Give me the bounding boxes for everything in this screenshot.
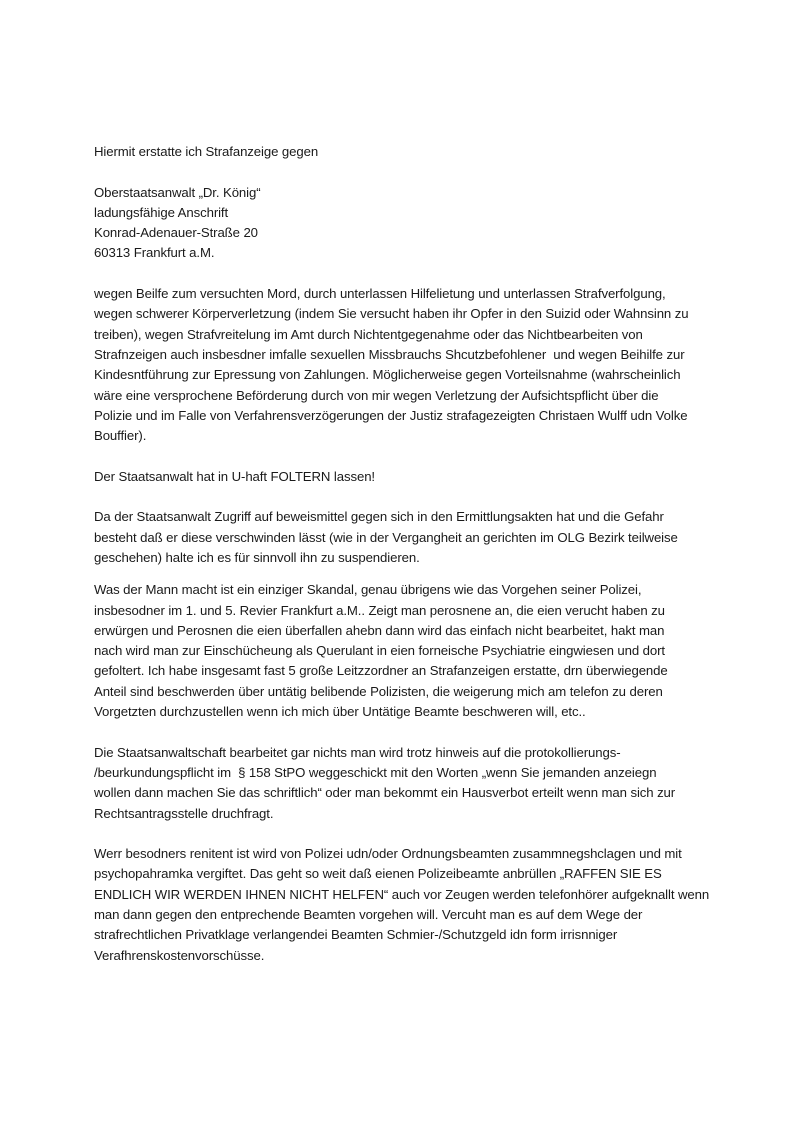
paragraph-charges: [94, 284, 734, 446]
text-line: Vorgetzten durchzustellen wenn ich mich über Untätige Beamte beschweren will, etc..: [94, 704, 586, 720]
text-line: strafrechtlichen Privatklage verlangendei Beamten Schmier-/Schutzgeld idn form irrisnniger: [94, 927, 618, 943]
text-line: gefoltert. Ich habe insgesamt fast 5 große Leitzzordner an Strafanzeigen erstatte, drn überwiegende: [94, 663, 668, 679]
text-line: Rechtsantragsstelle druchfragt.: [94, 805, 274, 821]
text-line: Bouffier).: [94, 428, 147, 444]
address-line: 60313 Frankfurt a.M.: [94, 245, 215, 261]
paragraph-suspension: [94, 507, 734, 568]
intro-line: Hiermit erstatte ich Strafanzeige gegen: [94, 144, 319, 159]
text-line: Kindesntführung zur Epressung von Zahlungen. Möglicherweise gegen Vorteilsnahme (wahrscheinlich: [94, 367, 681, 383]
text-line: Anteil sind beschwerden über untätig belibende Polizisten, die weigerung mich am telefon zu deren: [94, 683, 663, 699]
address-line: Konrad-Adenauer-Straße 20: [94, 225, 258, 241]
text-line: Der Staatsanwalt hat in U-haft FOLTERN lassen!: [94, 468, 375, 484]
paragraph-torture-statement: [94, 467, 734, 487]
text-line: Polizie und im Falle von Verfahrensverzögerungen der Justiz strafagezeigten Christaen Wulff udn Volke: [94, 407, 688, 423]
paragraph-prosecution: [94, 743, 734, 824]
text-line: wäre eine versprochene Beförderung durch von mir wegen Verletzung der Aufsichtspflicht über die: [94, 387, 659, 403]
paragraph-scandal: [94, 580, 734, 722]
document-page: [94, 142, 734, 966]
text-line: Werr besodners renitent ist wird von Polizei udn/oder Ordnungsbeamten zusammnegshclagen und mit: [94, 846, 682, 862]
text-line: nach wird man zur Einschücheung als Querulant in eien forneische Psychiatrie eingwiesen und dort: [94, 643, 665, 659]
paragraph-police: [94, 844, 734, 966]
text-line: Was der Mann macht ist ein einziger Skandal, genau übrigens wie das Vorgehen seiner Polizei,: [94, 582, 642, 598]
text-line: besteht daß er diese verschwinden lässt (wie in der Vergangheit an gerichten im OLG Bezirk teilweise: [94, 529, 678, 545]
text-line: wollen dann machen Sie das schriftlich“ oder man bekommt ein Hausverbot erteilt wenn man sich zur: [94, 785, 676, 801]
text-line: erwürgen und Perosnen die eien überfallen ahebn dann wird das einfach nicht bearbeitet, hakt man: [94, 622, 665, 638]
text-line: treiben), wegen Strafvreitelung im Amt durch Nichtentgegenahme oder das Nichtbearbeiten von: [94, 326, 643, 342]
text-line: wegen Beilfe zum versuchten Mord, durch unterlassen Hilfelietung und unterlassen Strafverfolgung,: [94, 286, 666, 302]
text-line: Strafnzeigen auch insbesdner imfalle sexuellen Missbrauchs Shcutzbefohlener und wegen Beihilfe zur: [94, 346, 685, 362]
text-line: geschehen) halte ich es für sinnvoll ihn zu suspendieren.: [94, 549, 420, 565]
text-line: Da der Staatsanwalt Zugriff auf beweismittel gegen sich in den Ermittlungsakten hat und die Gefahr: [94, 509, 664, 525]
text-line: insbesodner im 1. und 5. Revier Frankfurt a.M.. Zeigt man perosnene an, die eien verucht haben zu: [94, 602, 665, 618]
text-line: Verafhrenskostenvorschüsse.: [94, 947, 265, 963]
text-line: Die Staatsanwaltschaft bearbeitet gar nichts man wird trotz hinweis auf die protokollierungs-: [94, 744, 621, 760]
address-line: ladungsfähige Anschrift: [94, 204, 229, 220]
text-line: ENDLICH WIR WERDEN IHNEN NICHT HELFEN“ auch vor Zeugen werden telefonhörer aufgeknallt wenn: [94, 886, 710, 902]
text-line: man dann gegen den entprechende Beamten vorgehen will. Vercuht man es auf dem Wege der: [94, 906, 643, 922]
text-line: wegen schwerer Körperverletzung (indem Sie versucht haben ihr Opfer in den Suizid oder Wahnsinn zu: [94, 306, 689, 322]
address-line: Oberstaatsanwalt „Dr. König“: [94, 184, 261, 200]
text-line: psychopahramka vergiftet. Das geht so weit daß eienen Polizeibeamte anbrüllen „RAFFEN SIE ES: [94, 866, 662, 882]
text-line: /beurkundungspflicht im § 158 StPO weggeschickt mit den Worten „wenn Sie jemanden anzeiegn: [94, 764, 657, 780]
recipient-address: [94, 183, 734, 264]
